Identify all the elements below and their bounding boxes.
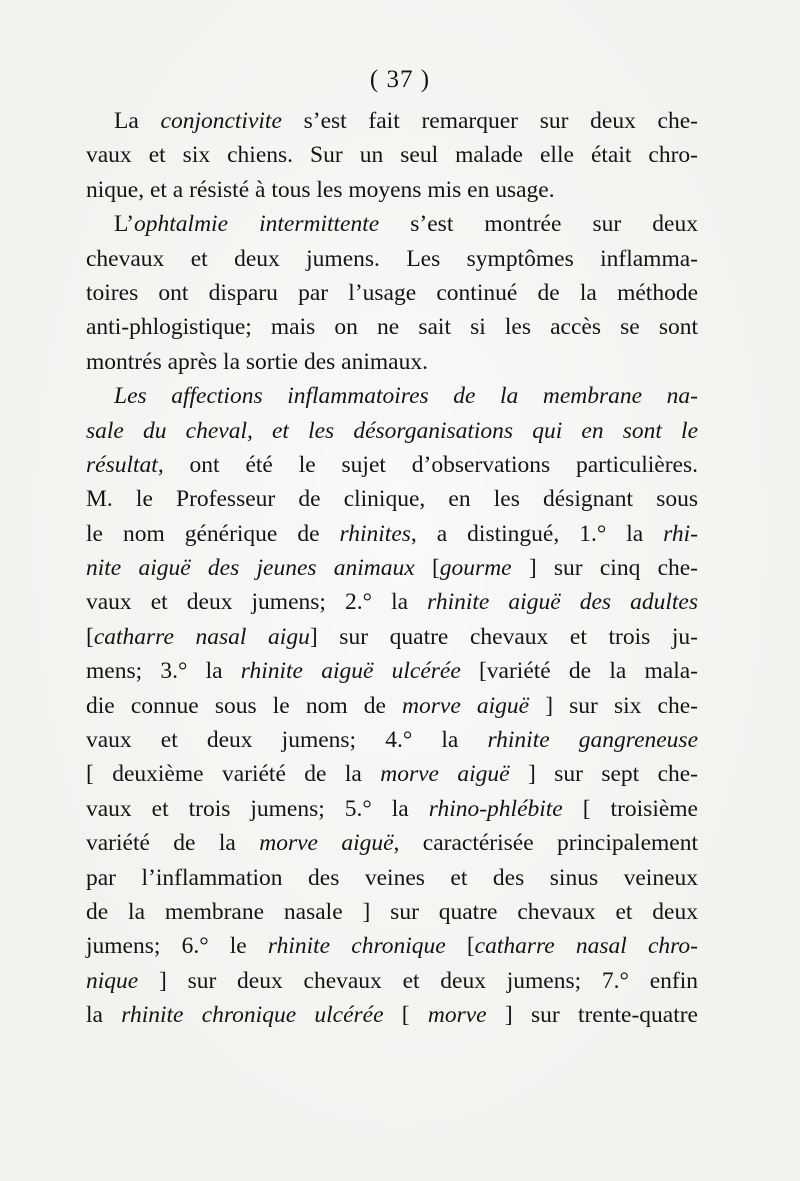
roman-text: , ont été le sujet d’observations particulières. — [157, 451, 698, 478]
roman-text: M. le Professeur de clinique, en les désignant sous — [86, 486, 698, 513]
italic-text: morve aiguë — [380, 761, 510, 788]
italic-text: résultat — [86, 451, 158, 478]
text-line — [86, 173, 698, 207]
italic-text: nique — [86, 967, 139, 994]
text-line — [86, 585, 698, 619]
text-line — [86, 620, 698, 654]
roman-text: [ — [445, 933, 475, 960]
roman-text: ] sur sept che- — [509, 761, 699, 788]
roman-text: die connue sous le nom de — [86, 692, 403, 719]
italic-text: rhinite gangreneuse — [487, 727, 699, 754]
text-line — [86, 964, 698, 998]
roman-text: toires ont disparu par l’usage continué de la méthode — [86, 279, 698, 306]
roman-text: ] sur quatre chevaux et trois ju- — [309, 623, 698, 650]
roman-text: La — [114, 108, 161, 134]
roman-text: la — [86, 1002, 122, 1029]
italic-text: ophtalmie intermittente — [134, 211, 380, 238]
roman-text: par l’inflammation des veines et des sinus veineux — [86, 864, 698, 891]
italic-text: morve aiguë — [259, 830, 394, 857]
italic-text: rhinites — [339, 520, 411, 547]
roman-text: variété de la — [86, 830, 260, 857]
roman-text: [ — [86, 623, 94, 650]
text-line — [86, 207, 698, 241]
roman-text: [variété de la mala- — [460, 658, 698, 685]
text-line — [86, 861, 698, 895]
roman-text: jumens; 6.° le — [86, 933, 268, 960]
body-text — [86, 104, 698, 1033]
text-line — [86, 345, 698, 379]
italic-text: rhino-phlébite — [428, 795, 563, 822]
roman-text: vaux et deux jumens; 2.° la — [86, 589, 428, 616]
text-line — [86, 689, 698, 723]
text-line — [86, 551, 698, 585]
text-line — [86, 138, 698, 172]
roman-text: [ troisième — [562, 795, 698, 822]
italic-text: nite aiguë des jeunes animaux — [86, 555, 415, 582]
text-line — [86, 482, 698, 516]
roman-text: le nom générique de — [86, 520, 340, 547]
roman-text: vaux et trois jumens; 5.° la — [86, 795, 429, 822]
roman-text: mens; 3.° la — [86, 658, 241, 685]
roman-text: ] sur deux chevaux et deux jumens; 7.° enfin — [138, 967, 698, 994]
roman-text: nique, et a résisté à tous les moyens mis en usage. — [86, 176, 555, 203]
roman-text: chevaux et deux jumens. Les symptômes inflamma- — [86, 245, 698, 272]
text-line — [86, 448, 698, 482]
text-line — [86, 723, 698, 757]
italic-text: morve aiguë — [402, 692, 530, 719]
italic-text: rhinite aiguë des adultes — [427, 589, 698, 616]
italic-text: morve — [427, 1002, 487, 1029]
roman-text: montrés après la sortie des animaux. — [86, 348, 428, 375]
italic-text: Les affections inflammatoires de la membrane na- — [114, 383, 698, 410]
roman-text: L’ — [114, 211, 135, 238]
text-line — [86, 826, 698, 860]
italic-text: rhi- — [663, 520, 698, 547]
text-line — [86, 792, 698, 826]
text-line — [86, 517, 698, 551]
roman-text: ] sur cinq che- — [511, 555, 699, 582]
text-line — [86, 654, 698, 688]
italic-text: catharre nasal aigu — [93, 623, 310, 650]
roman-text: , caractérisée principalement — [393, 830, 698, 857]
roman-text: s’est fait remarquer sur deux che- — [281, 108, 698, 134]
italic-text: sale du cheval, et les désorganisations qui en sont le — [86, 417, 698, 444]
roman-text: vaux et deux jumens; 4.° la — [86, 727, 488, 754]
italic-text: catharre nasal chro- — [474, 933, 698, 960]
roman-text: , a distingué, 1.° la — [410, 520, 664, 547]
italic-text: gourme — [439, 555, 512, 582]
roman-text: vaux et six chiens. Sur un seul malade elle était chro- — [86, 142, 698, 169]
text-line — [86, 414, 698, 448]
italic-text: rhinite aiguë ulcérée — [240, 658, 461, 685]
roman-text: s’est montrée sur deux — [379, 211, 698, 238]
italic-text: conjonctivite — [160, 108, 282, 134]
roman-text: [ — [383, 1002, 428, 1029]
text-line — [86, 895, 698, 929]
roman-text: [ — [414, 555, 440, 582]
italic-text: rhinite chronique — [267, 933, 446, 960]
text-line — [86, 379, 698, 413]
text-line — [86, 929, 698, 963]
text-line — [86, 104, 698, 138]
text-line — [86, 276, 698, 310]
roman-text: [ deuxième variété de la — [86, 761, 381, 788]
text-line — [86, 998, 698, 1032]
page-number: ( 37 ) — [369, 66, 431, 93]
roman-text: anti-phlogistique; mais on ne sait si les accès se sont — [86, 314, 698, 341]
roman-text: ] sur trente-quatre — [486, 1002, 698, 1029]
roman-text: de la membrane nasale ] sur quatre chevaux et deux — [86, 898, 698, 925]
text-line — [86, 242, 698, 276]
text-line — [86, 757, 698, 791]
italic-text: rhinite chronique ulcérée — [121, 1002, 384, 1029]
text-line — [86, 310, 698, 344]
roman-text: ] sur six che- — [529, 692, 698, 719]
